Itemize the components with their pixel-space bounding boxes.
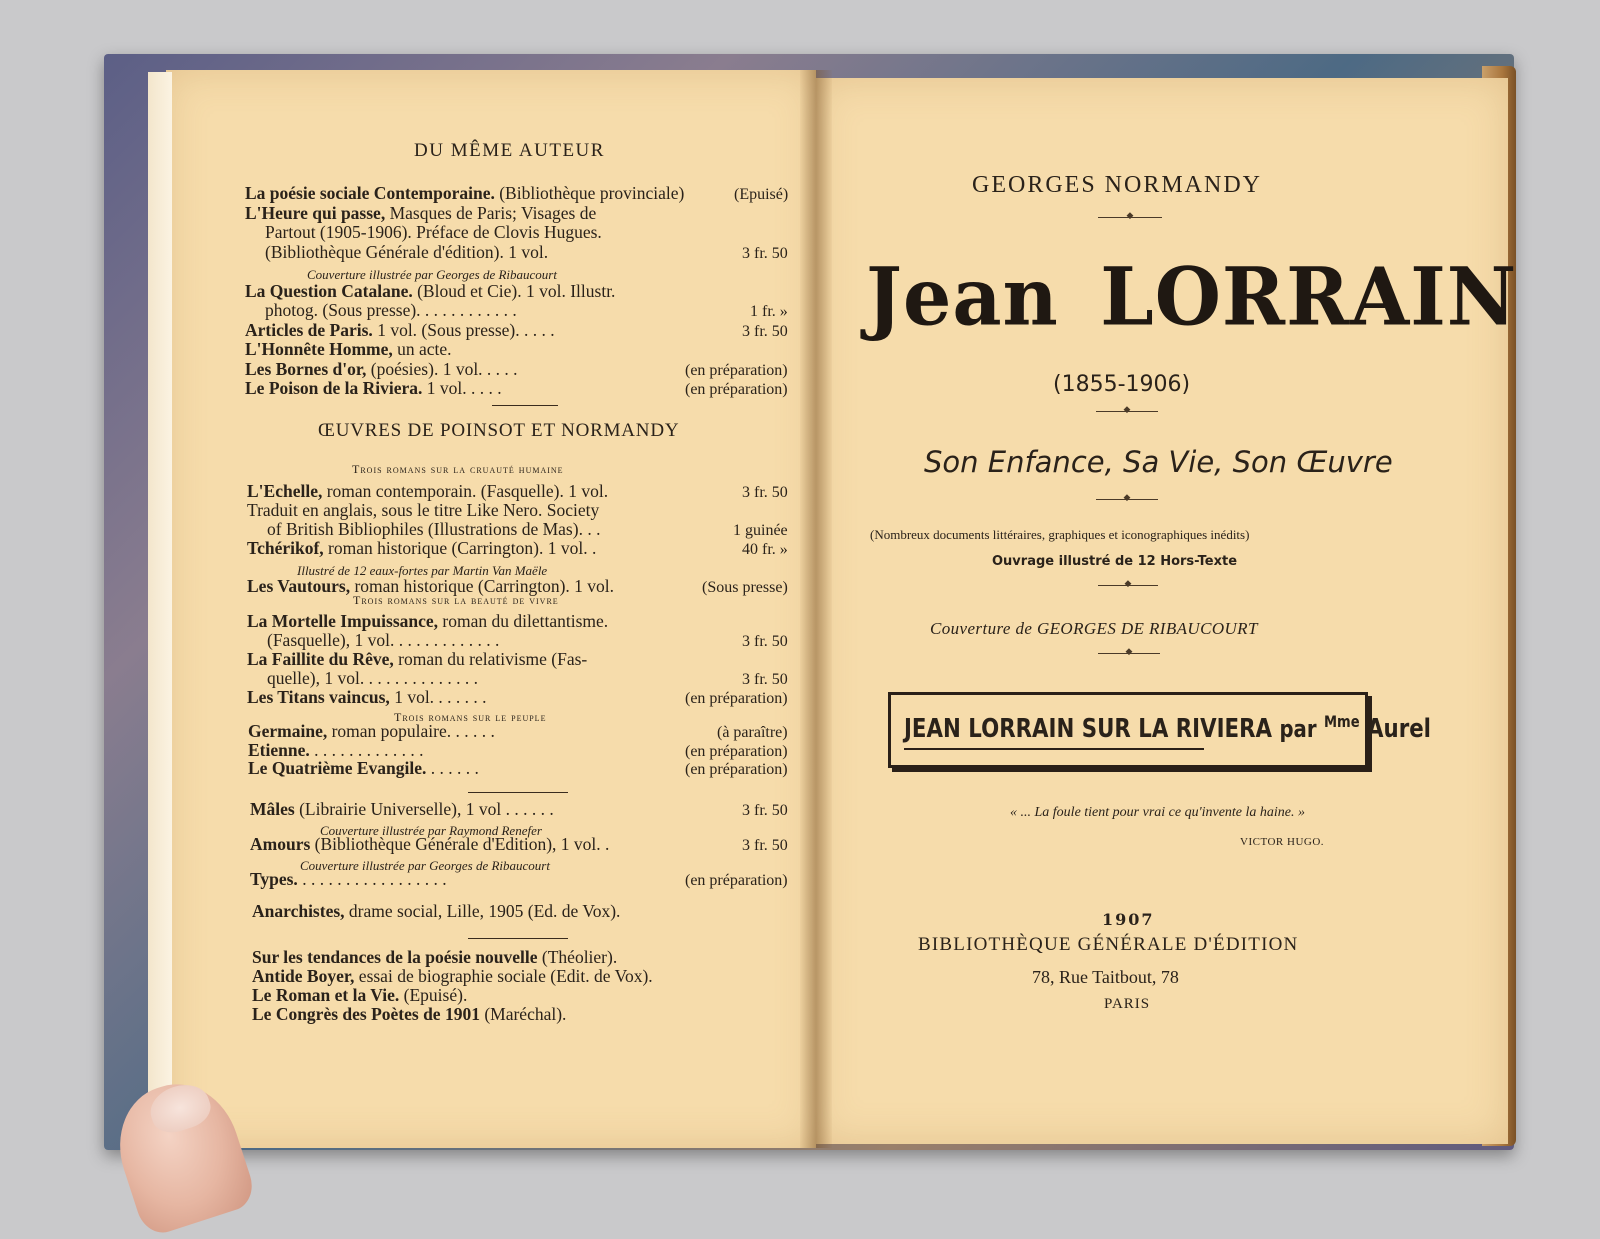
entry-details: Illustré de 12 eaux-fortes par Martin Van Maële (297, 563, 548, 578)
entry-details: roman du dilettantisme. (438, 611, 609, 631)
divider (468, 938, 568, 939)
entry-details: (Bibliothèque provinciale) (494, 183, 685, 203)
entry-title: Les Titans vaincus, (247, 687, 390, 707)
bibliography-entry (245, 379, 502, 398)
bibliography-entry (245, 360, 518, 379)
bibliography-entry (248, 722, 495, 741)
entry-price: 1 guinée (733, 522, 788, 539)
bibliography-entry (265, 223, 602, 242)
same-author-heading: DU MÊME AUTEUR (414, 140, 605, 161)
entry-price: (en préparation) (685, 690, 788, 707)
bibliography-entry (250, 870, 447, 889)
epigraph-quote: « ... La foule tient pour vrai ce qu'invente la haine. » (1010, 805, 1305, 820)
illustrated-note: Ouvrage illustré de 12 Hors-Texte (992, 554, 1238, 569)
entry-title: Le Congrès des Poètes de 1901 (252, 1004, 480, 1024)
entry-details: roman du relativisme (Fas- (393, 649, 588, 669)
entry-title: L'Honnête Homme, (245, 339, 393, 359)
entry-title: Tchérikof, (247, 538, 324, 558)
entry-details: Couverture illustrée par Raymond Renefer (320, 822, 542, 838)
bibliography-entry (245, 184, 684, 203)
entry-title: Les Bornes d'or, (245, 358, 367, 379)
entry-details: roman populaire. . . . . . (327, 721, 495, 741)
bibliography-entry (248, 741, 424, 760)
bibliography-entry (247, 612, 608, 631)
bibliography-entry (247, 482, 608, 501)
cover-credit: Couverture de GEORGES DE RIBAUCOURT (930, 619, 1258, 638)
bibliography-entry (247, 501, 599, 520)
entry-title: Les Vautours, (247, 576, 351, 596)
entry-details: (Librairie Universelle), 1 vol . . . . . . (294, 799, 554, 819)
bibliography-entry (250, 800, 554, 819)
entry-price: (en préparation) (685, 742, 788, 760)
entry-details: (Bibliothèque Générale d'édition). 1 vol. (265, 241, 549, 262)
bibliography-entry (245, 321, 555, 340)
entry-details: Partout (1905-1906). Préface de Clovis Hugues. (265, 222, 602, 242)
entry-price: (en préparation) (685, 361, 788, 379)
ornament (1096, 406, 1158, 418)
publication-year: 1907 (1102, 910, 1155, 929)
entry-details: drame social, Lille, 1905 (Ed. de Vox). (344, 901, 621, 921)
entry-details: 1 vol. . . . . (422, 378, 502, 398)
bibliography-entry (267, 669, 478, 688)
entry-details: Traduit en anglais, sous le titre Like Nero. Society (247, 500, 600, 520)
entry-details: Masques de Paris; Visages de (385, 202, 597, 223)
entry-title: La Mortelle Impuissance, (247, 611, 439, 631)
entry-details: (Fasquelle), 1 vol. . . . . . . . . . . . . (267, 630, 500, 650)
entry-price: 3 fr. 50 (742, 837, 788, 854)
entry-details: photog. (Sous presse). . . . . . . . . . . . (265, 300, 517, 320)
announcement-par: par (1279, 715, 1317, 743)
entry-price: 3 fr. 50 (742, 322, 788, 340)
entry-price: 40 fr. » (742, 541, 788, 558)
entry-details: (Bloud et Cie). 1 vol. Illustr. (412, 280, 616, 301)
divider (468, 792, 568, 793)
entry-details: 1 vol. (Sous presse). . . . . (372, 319, 555, 340)
bibliography-entry (267, 520, 600, 539)
title-first-name: Jean (866, 249, 1059, 344)
peuple-subheading: Trois romans sur le peuple (394, 710, 547, 724)
entry-title: Anarchistes, (252, 901, 345, 921)
entry-title: L'Heure qui passe, (245, 202, 386, 223)
entry-details: (poésies). 1 vol. . . . . (366, 358, 518, 379)
ornament (1098, 648, 1160, 660)
documents-note: (Nombreux documents littéraires, graphiques et iconographiques inédits) (870, 527, 1250, 542)
entry-title: Sur les tendances de la poésie nouvelle (252, 947, 538, 967)
entry-title: Types. (250, 869, 298, 889)
bibliography-entry (265, 301, 517, 320)
bibliography-entry (247, 539, 596, 558)
entry-details: un acte. (392, 339, 452, 359)
bibliography-entry (252, 967, 653, 986)
author-name: GEORGES NORMANDY (972, 172, 1263, 198)
entry-details: of British Bibliophiles (Illustrations de Mas). . . (267, 519, 601, 539)
beaute-subheading: Trois romans sur la beauté de vivre (353, 593, 559, 607)
entry-title: Le Poison de la Riviera. (245, 378, 423, 398)
entry-title: Articles de Paris. (245, 319, 373, 340)
left-page-edge (148, 72, 172, 1112)
ornament (1098, 580, 1158, 592)
entry-details: . . . . . . (426, 758, 479, 778)
entry-details: quelle), 1 vol. . . . . . . . . . . . . . (267, 668, 478, 688)
entry-details: (Théolier). (537, 947, 618, 967)
bibliography-entry (247, 688, 487, 707)
entry-details: (Epuisé). (399, 985, 468, 1005)
entry-details: Couverture illustrée par Georges de Ribaucourt (300, 857, 550, 873)
bibliography-entry (250, 835, 609, 854)
entry-title: La poésie sociale Contemporaine. (245, 183, 495, 203)
entry-details: Couverture illustrée par Georges de Ribaucourt (307, 267, 557, 282)
entry-title: Germaine, (248, 721, 328, 741)
entry-price: (Sous presse) (702, 579, 788, 596)
title-last-name: LORRAIN (1100, 249, 1518, 344)
announcement-title (904, 712, 1431, 744)
entry-title: Etienne. (248, 739, 310, 760)
entry-title: Antide Boyer, (252, 966, 355, 986)
bibliography-entry (245, 204, 596, 223)
cruaute-subheading: Trois romans sur la cruauté humaine (352, 462, 564, 476)
entry-title: L'Echelle, (247, 481, 323, 501)
entry-details: (Bibliothèque Générale d'Edition), 1 vol. . (310, 834, 610, 854)
bibliography-entry (247, 650, 587, 669)
epigraph-author: VICTOR HUGO. (1240, 836, 1325, 848)
entry-title: La Faillite du Rêve, (247, 649, 394, 669)
publisher: BIBLIOTHÈQUE GÉNÉRALE D'ÉDITION (918, 934, 1299, 955)
entry-details: roman historique (Carrington). 1 vol. . (323, 538, 597, 558)
entry-details: essai de biographie sociale (Edit. de Vox). (354, 966, 653, 986)
entry-price: (à paraître) (717, 724, 788, 741)
entry-price: (en préparation) (685, 872, 788, 889)
poinsot-heading: ŒUVRES DE POINSOT ET NORMANDY (318, 420, 680, 441)
bibliography-entry (245, 340, 452, 359)
announcement-title-text: JEAN LORRAIN SUR LA RIVIERA (904, 714, 1273, 744)
entry-title: La Question Catalane. (245, 280, 413, 301)
entry-price: 3 fr. 50 (742, 671, 788, 688)
book-title (866, 250, 1517, 343)
entry-details: . . . . . . . . . . . . . (309, 739, 424, 760)
anarchistes-entry (252, 902, 620, 921)
book-subtitle: Son Enfance, Sa Vie, Son Œuvre (924, 445, 1393, 479)
bibliography-entry (248, 759, 479, 778)
bibliography-entry (252, 1005, 566, 1024)
entry-price: 3 fr. 50 (742, 484, 788, 501)
entry-details: (Maréchal). (479, 1004, 567, 1024)
entry-title: Le Quatrième Evangile. (248, 758, 427, 778)
divider (492, 405, 558, 406)
dates: (1855-1906) (1053, 372, 1191, 397)
book-gutter (800, 70, 832, 1148)
entry-price: (en préparation) (685, 381, 788, 398)
publisher-address: 78, Rue Taitbout, 78 (1032, 967, 1179, 987)
entry-title: Amours (250, 834, 311, 854)
announcement-mme: Mme (1323, 712, 1360, 731)
ornament (1098, 212, 1162, 224)
bibliography-entry (245, 282, 615, 301)
entry-details: roman historique (Carrington). 1 vol. (350, 576, 615, 596)
entry-price: 1 fr. » (750, 303, 788, 320)
ornament (1096, 494, 1158, 506)
bibliography-entry (265, 243, 548, 262)
bibliography-entry (267, 631, 499, 650)
announcement-text (904, 712, 1547, 744)
entry-details: 1 vol. . . . . . . (389, 687, 487, 707)
entry-price: 3 fr. 50 (742, 633, 788, 650)
announcement-aurel: Aurel (1367, 714, 1431, 744)
entry-price: (Epuisé) (734, 186, 789, 203)
entry-title: Mâles (250, 799, 295, 819)
entry-price: 3 fr. 50 (742, 802, 788, 819)
bibliography-entry (252, 986, 467, 1005)
entry-details: . . . . . . . . . . . . . . . . . (297, 869, 447, 889)
entry-price: (en préparation) (685, 761, 788, 778)
entry-details: roman contemporain. (Fasquelle). 1 vol. (322, 481, 609, 501)
bibliography-entry (252, 948, 617, 967)
announcement-underline (904, 748, 1204, 750)
entry-price: 3 fr. 50 (742, 244, 788, 262)
entry-title: Le Roman et la Vie. (252, 985, 400, 1005)
publisher-city: PARIS (1104, 996, 1151, 1012)
